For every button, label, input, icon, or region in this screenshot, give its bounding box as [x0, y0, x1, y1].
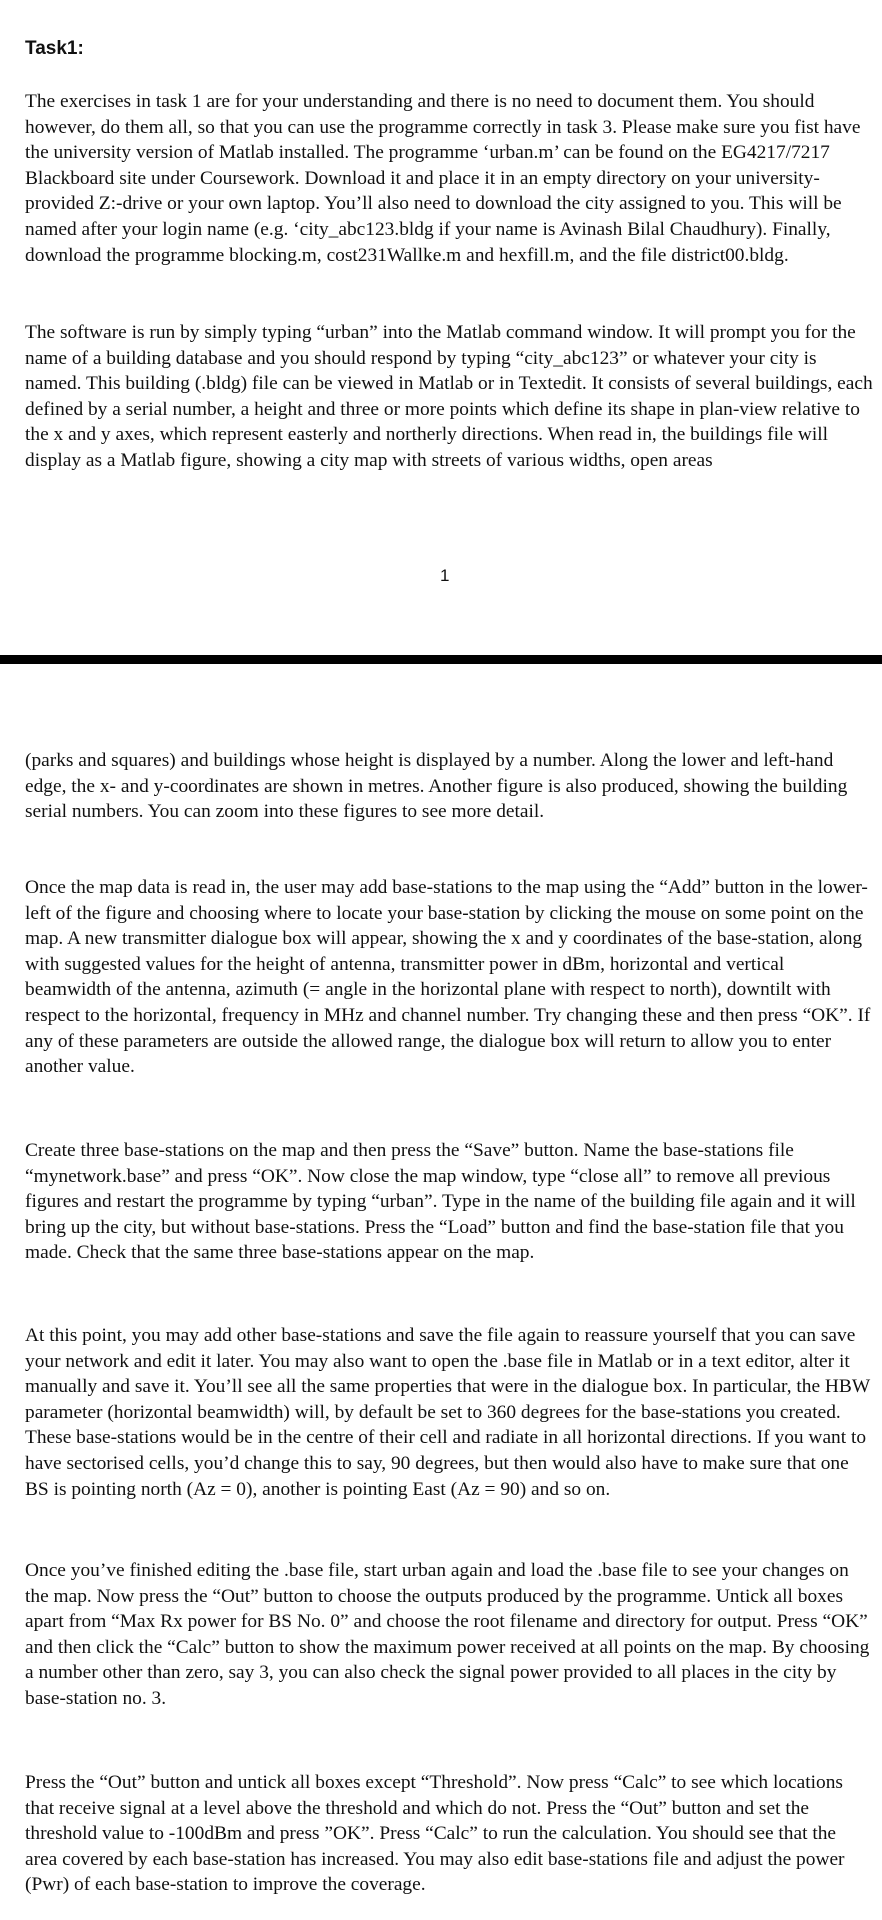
paragraph-saving-network: Create three base-stations on the map and then press the “Save” button. Name the base-stations file “mynetwork.base” and press “OK”. Now close the map window, type “close all” to remove all previous figures and restart the programme by typing “urban”. Type in the name of the building file again and it will bring up the city, but without base-stations. Press the “Load” button and find the base-station file that you made. Check that the same three base-stations appear on the map.: [25, 1140, 856, 1264]
paragraph-task-intro: The exercises in task 1 are for your understanding and there is no need to document them. You should however, do them all, so that you can use the programme correctly in task 3. Please make sure you fist have the university version of Matlab installed. The programme ‘urban.m’ can be found on the EG4217/7217 Blackboard site under Coursework. Download it and place it in an empty directory on your university-provided Z:-drive or your own laptop. You’ll also need to download the city assigned to you. This will be named after your login name (e.g. ‘city_abc123.bldg if your name is Avinash Bilal Chaudhury). Finally, download the programme blocking.m, cost231Wallke.m and hexfill.m, and the file district00.bldg.: [25, 91, 861, 266]
page-separator: [0, 655, 882, 664]
paragraph-output-options: Once you’ve finished editing the .base file, start urban again and load the .base file to see your changes on the map. Now press the “Out” button to choose the outputs produced by the programme. Untick all boxes apart from “Max Rx power for BS No. 0” and choose the root filename and directory for output. Press “OK” and then click the “Calc” button to show the maximum power received at all points on the map. By choosing a number other than zero, say 3, you can also check the signal power provided to all places in the city by base-station no. 3.: [25, 1560, 870, 1709]
paragraph-map-figures: (parks and squares) and buildings whose height is displayed by a number. Along the lower and left-hand edge, the x- and y-coordinates are shown in metres. Another figure is also produced, showing the building serial numbers. You can zoom into these figures to see more detail.: [25, 750, 848, 823]
paragraph-editing-base-file: At this point, you may add other base-stations and save the file again to reassure yourself that you can save your network and edit it later. You may also want to open the .base file in Matlab or in a text editor, alter it manually and save it. You’ll see all the same properties that were in the dialogue box. In particular, the HBW parameter (horizontal beamwidth) will, by default be set to 360 degrees for the base-stations you created. These base-stations would be in the centre of their cell and radiate in all horizontal directions. If you want to have sectorised cells, you’d change this to say, 90 degrees, but then would also have to make sure that one BS is pointing north (Az = 0), another is pointing East (Az = 90) and so on.: [25, 1325, 870, 1500]
document-page-1: [0, 0, 882, 655]
document-page-2: [0, 664, 882, 1920]
page-number: 1: [440, 566, 450, 585]
task-heading: Task1:: [25, 38, 84, 59]
paragraph-running-software: The software is run by simply typing “urban” into the Matlab command window. It will prompt you for the name of a building database and you should respond by typing “city_abc123” or whatever your city is named. This building (.bldg) file can be viewed in Matlab or in Textedit. It consists of several buildings, each defined by a serial number, a height and three or more points which define its shape in plan-view relative to the x and y axes, which represent easterly and northerly directions. When read in, the buildings file will display as a Matlab figure, showing a city map with streets of various widths, open areas: [25, 322, 873, 471]
paragraph-adding-base-stations: Once the map data is read in, the user may add base-stations to the map using the “Add” button in the lower-left of the figure and choosing where to locate your base-station by clicking the mouse on some point on the map. A new transmitter dialogue box will appear, showing the x and y coordinates of the base-station, along with suggested values for the height of antenna, transmitter power in dBm, horizontal and vertical beamwidth of the antenna, azimuth (= angle in the horizontal plane with respect to north), downtilt with respect to the horizontal, frequency in MHz and channel number. Try changing these and then press “OK”. If any of these parameters are outside the allowed range, the dialogue box will return to allow you to enter another value.: [25, 877, 871, 1078]
paragraph-threshold: Press the “Out” button and untick all boxes except “Threshold”. Now press “Calc” to see which locations that receive signal at a level above the threshold and which do not. Press the “Out” button and set the threshold value to -100dBm and press ”OK”. Press “Calc” to run the calculation. You should see that the area covered by each base-station has increased. You may also edit base-stations file and adjust the power (Pwr) of each base-station to improve the coverage.: [25, 1772, 845, 1896]
